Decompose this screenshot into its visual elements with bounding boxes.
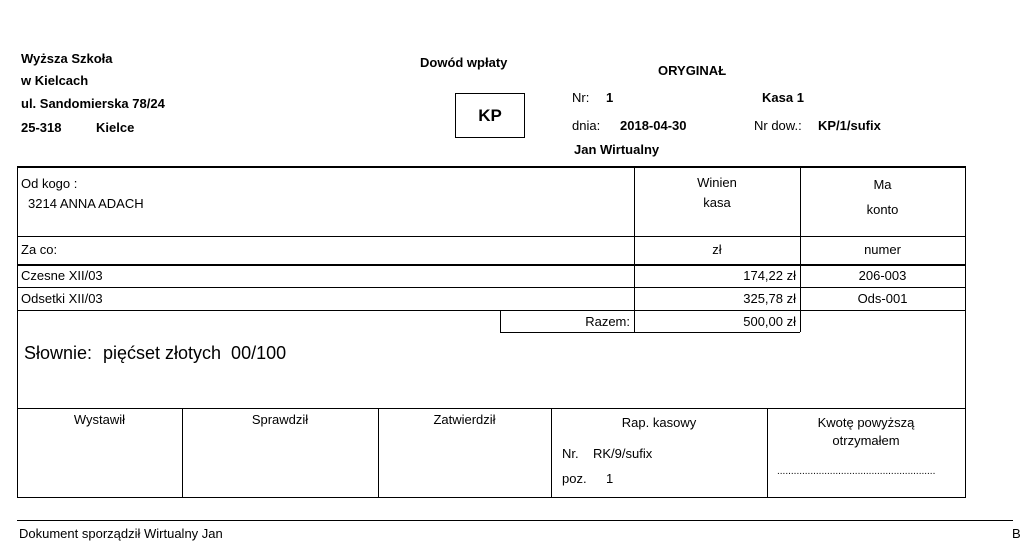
amount-in-words-value: pięćset złotych 00/100 xyxy=(103,343,287,363)
nr-label: Nr: xyxy=(572,90,590,105)
table-divider xyxy=(17,408,966,409)
table-divider xyxy=(17,287,966,288)
winien-header-line2: kasa xyxy=(703,195,731,210)
winien-header-line1: Winien xyxy=(697,175,737,190)
payer-label: Od kogo : xyxy=(21,176,78,191)
ma-header-line1: Ma xyxy=(873,177,892,192)
copy-label: ORYGINAŁ xyxy=(658,63,727,78)
item-description: Czesne XII/03 xyxy=(21,268,103,283)
table-divider xyxy=(17,236,966,237)
issuer-name-line2: w Kielcach xyxy=(21,73,89,88)
cash-report-position-value: 1 xyxy=(606,471,614,486)
issuer-name-line1: Wyższa Szkoła xyxy=(21,51,113,66)
nr-value: 1 xyxy=(606,90,614,105)
table-divider xyxy=(17,310,966,311)
cash-report-nr-value: RK/9/sufix xyxy=(593,446,653,461)
item-amount: 174,22 zł xyxy=(743,268,796,283)
table-left-border xyxy=(17,166,18,497)
issued-by-label: Wystawił xyxy=(73,412,126,427)
date-label: dnia: xyxy=(572,118,601,133)
document-number-value: KP/1/sufix xyxy=(818,118,881,133)
issuer-address: ul. Sandomierska 78/24 xyxy=(21,96,165,111)
item-amount: 325,78 zł xyxy=(743,291,796,306)
cash-report-label: Rap. kasowy xyxy=(621,415,697,430)
total-bottom-border xyxy=(500,332,800,333)
approved-by-label: Zatwierdził xyxy=(433,412,496,427)
table-divider xyxy=(17,264,966,266)
document-number-label: Nr dow.: xyxy=(754,118,802,133)
table-top-border xyxy=(17,166,966,168)
purpose-label: Za co: xyxy=(21,242,58,257)
item-description: Odsetki XII/03 xyxy=(21,291,103,306)
received-label-line1: Kwotę powyższą xyxy=(817,415,915,430)
document-code-box xyxy=(455,93,525,138)
cashier-name: Jan Wirtualny xyxy=(574,142,660,157)
received-label-line2: otrzymałem xyxy=(832,433,900,448)
document-code: KP xyxy=(478,105,502,125)
cash-report-position-label: poz. xyxy=(562,471,587,486)
footer-separator xyxy=(17,520,1013,521)
footer-right-mark: B xyxy=(1012,526,1021,541)
account-number-header: numer xyxy=(864,242,901,257)
currency-header: zł xyxy=(712,242,722,257)
item-account: 206-003 xyxy=(858,268,907,283)
cash-report-nr-label: Nr. xyxy=(562,446,579,461)
table-bottom-border xyxy=(17,497,966,498)
table-right-border xyxy=(965,166,966,497)
document-title: Dowód wpłaty xyxy=(420,55,508,70)
kasa-label: Kasa 1 xyxy=(762,90,804,105)
issuer-city: Kielce xyxy=(96,120,135,135)
issuer-postal-code: 25-318 xyxy=(21,120,62,135)
signature-dotted-line: ......................................................... xyxy=(777,466,936,477)
ma-header-line2: konto xyxy=(866,202,899,217)
total-value: 500,00 zł xyxy=(743,314,796,329)
payer-value: 3214 ANNA ADACH xyxy=(28,196,144,211)
amount-in-words-label: Słownie: xyxy=(24,343,93,363)
date-value: 2018-04-30 xyxy=(620,118,687,133)
total-label: Razem: xyxy=(585,314,630,329)
footer-prepared-by: Dokument sporządził Wirtualny Jan xyxy=(19,526,223,541)
item-account: Ods-001 xyxy=(857,291,908,306)
checked-by-label: Sprawdził xyxy=(251,412,309,427)
